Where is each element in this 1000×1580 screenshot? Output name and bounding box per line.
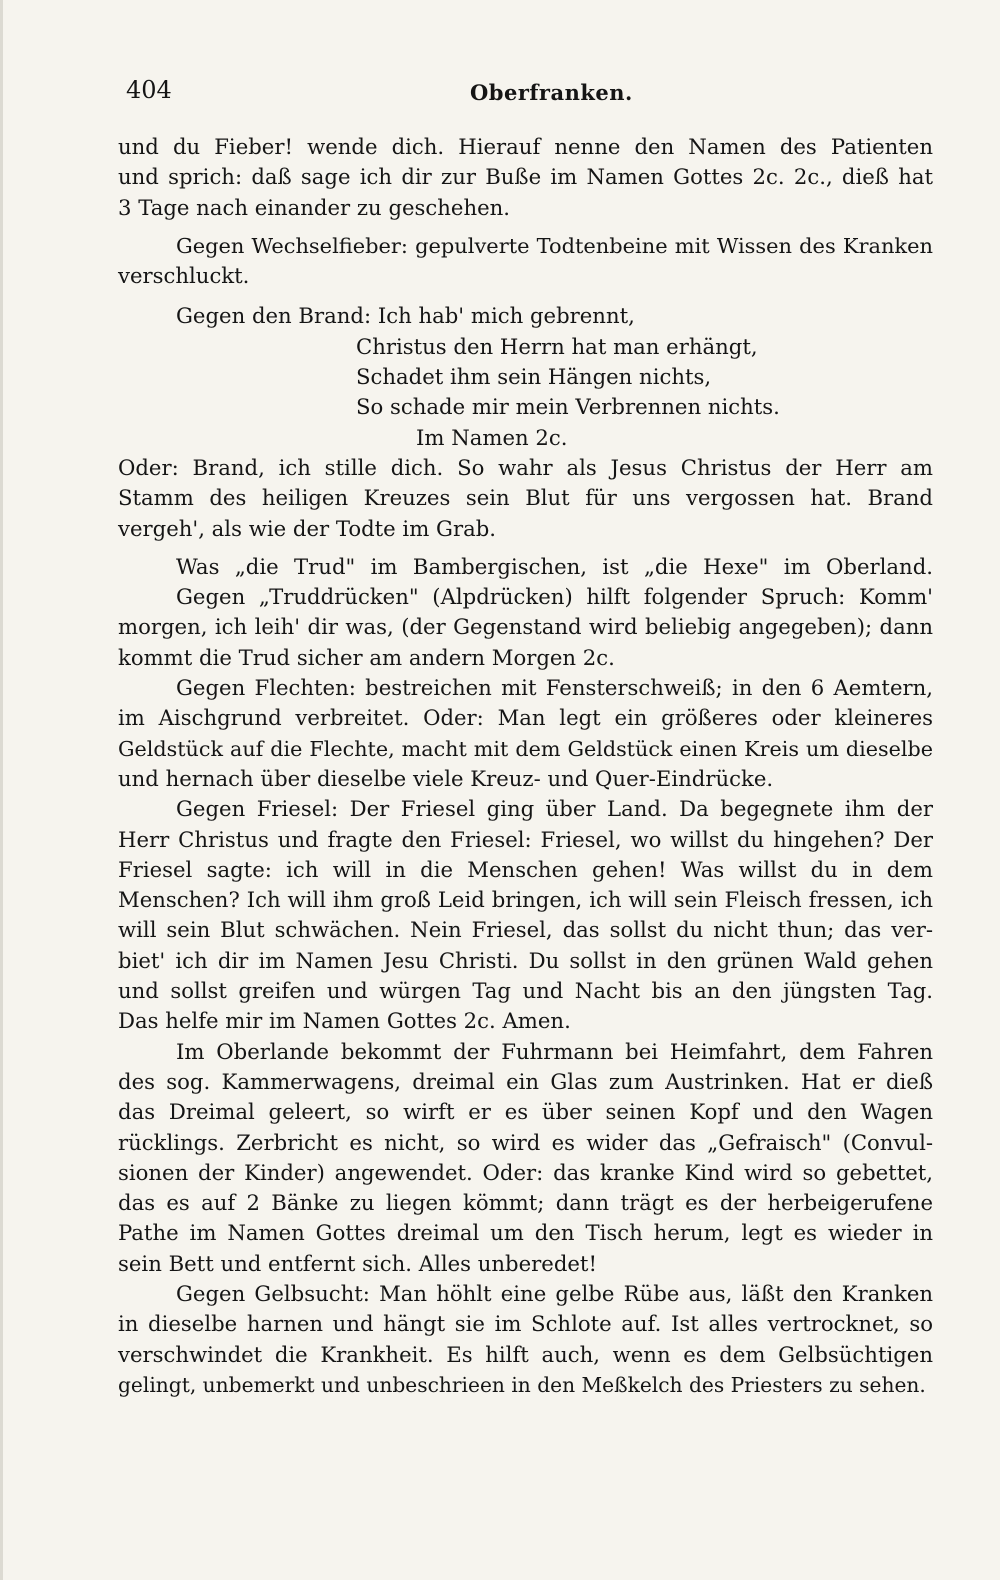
text-line: das es auf 2 Bänke zu liegen kömmt; dann trägt es der herbeigerufene xyxy=(118,1190,933,1216)
text-line: Herr Christus und fragte den Friesel: Friesel, wo willst du hingehen? Der xyxy=(118,826,933,852)
text-line: Im Oberlande bekommt der Fuhrmann bei Heimfahrt, dem Fahren xyxy=(176,1038,933,1064)
text-line: verschwindet die Krankheit. Es hilft auch, wenn es dem Gelbsüchtigen xyxy=(118,1341,933,1367)
paragraph xyxy=(118,673,933,794)
text-line: und du Fieber! wende dich. Hierauf nenne den Namen des Patienten xyxy=(118,134,933,159)
paragraph xyxy=(118,794,933,1036)
verse-line: So schade mir mein Verbrennen nichts. xyxy=(356,394,780,420)
text-line: Pathe im Namen Gottes dreimal um den Tisch herum, legt es wieder in xyxy=(118,1220,933,1246)
paragraph xyxy=(118,1279,933,1400)
text-line: und hernach über dieselbe viele Kreuz- und Quer-Eindrücke. xyxy=(118,765,774,791)
text-line: Gegen Flechten: bestreichen mit Fensterschweiß; in den 6 Aemtern, xyxy=(176,675,933,701)
text-line: morgen, ich leih' dir was, (der Gegenstand wird beliebig angegeben); dann xyxy=(118,614,933,640)
verse-line: Schadet ihm sein Hängen nichts, xyxy=(356,364,712,390)
verse-line: Im Namen 2c. xyxy=(416,424,568,450)
page-header xyxy=(0,70,1000,110)
text-line: Gegen Wechselfieber: gepulverte Todtenbeine mit Wissen des Kranken xyxy=(176,233,933,258)
text-line: Gegen „Truddrücken" (Alpdrücken) hilft folgender Spruch: Komm' xyxy=(176,584,933,610)
paragraph xyxy=(118,552,933,673)
text-line: kommt die Trud sicher am andern Morgen 2c. xyxy=(118,644,615,670)
text-line: sionen der Kinder) angewendet. Oder: das kranke Kind wird so gebettet, xyxy=(118,1159,933,1185)
text-line: will sein Blut schwächen. Nein Friesel, das sollst du nicht thun; das ver- xyxy=(118,917,933,943)
text-line: und sprich: daß sage ich dir zur Buße im Namen Gottes 2c. 2c., dieß hat xyxy=(118,164,933,190)
paragraph xyxy=(118,231,933,292)
text-line: Was „die Trud" im Bambergischen, ist „die Hexe" im Oberland. xyxy=(176,553,933,579)
verse-line: Christus den Herrn hat man erhängt, xyxy=(356,333,758,359)
text-line: Menschen? Ich will ihm groß Leid bringen, ich will sein Fleisch fressen, ich xyxy=(118,887,933,913)
text-line: Gegen Friesel: Der Friesel ging über Land. Da begegnete ihm der xyxy=(176,796,933,822)
text-line: verschluckt. xyxy=(118,263,250,289)
verse-line: Gegen den Brand: Ich hab' mich gebrennt, xyxy=(176,303,635,329)
paragraph xyxy=(118,1037,933,1279)
text-line: gelingt, unbemerkt und unbeschrieen in den Meßkelch des Priesters zu sehen. xyxy=(118,1372,926,1397)
text-line: und sollst greifen und würgen Tag und Nacht bis an den jüngsten Tag. xyxy=(118,978,933,1004)
text-line: Gegen Gelbsucht: Man höhlt eine gelbe Rübe aus, läßt den Kranken xyxy=(176,1280,933,1306)
text-line: in dieselbe harnen und hängt sie im Schlote auf. Ist alles vertrocknet, so xyxy=(118,1311,933,1337)
text-line: Das helfe mir im Namen Gottes 2c. Amen. xyxy=(118,1008,571,1034)
text-line: im Aischgrund verbreitet. Oder: Man legt ein größeres oder kleineres xyxy=(118,705,933,731)
page-number: 404 xyxy=(126,76,172,104)
text-line: rücklings. Zerbricht es nicht, so wird es wider das „Gefraisch" (Convul- xyxy=(118,1129,933,1155)
text-line: Friesel sagte: ich will in die Menschen gehen! Was willst du in dem xyxy=(118,856,933,882)
paragraph xyxy=(118,132,933,223)
running-head: Oberfranken. xyxy=(470,80,633,105)
text-line: des sog. Kammerwagens, dreimal ein Glas zum Austrinken. Hat er dieß xyxy=(118,1068,933,1094)
text-line: Geldstück auf die Flechte, macht mit dem Geldstück einen Kreis um dieselbe xyxy=(118,736,933,761)
text-line: biet' ich dir im Namen Jesu Christi. Du sollst in den grünen Wald gehen xyxy=(118,947,933,973)
text-line: Oder: Brand, ich stille dich. So wahr als Jesus Christus der Herr am xyxy=(118,454,933,480)
text-line: 3 Tage nach einander zu geschehen. xyxy=(118,194,511,220)
verse-block xyxy=(118,301,933,452)
scan-edge xyxy=(0,0,3,1580)
page-body xyxy=(118,132,933,1400)
text-line: vergeh', als wie der Todte im Grab. xyxy=(118,515,497,541)
paragraph xyxy=(118,453,933,544)
text-line: Stamm des heiligen Kreuzes sein Blut für uns vergossen hat. Brand xyxy=(118,485,933,511)
text-line: das Dreimal geleert, so wirft er es über seinen Kopf und den Wagen xyxy=(118,1099,933,1125)
text-line: sein Bett und entfernt sich. Alles unberedet! xyxy=(118,1250,597,1276)
